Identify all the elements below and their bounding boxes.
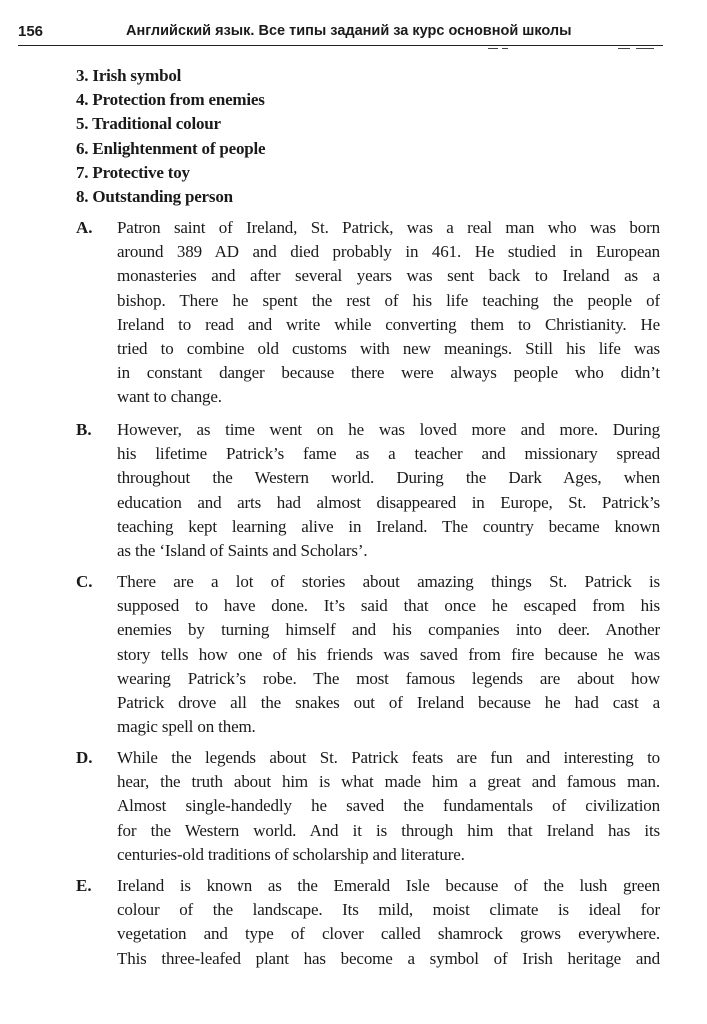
option-item: 6. Enlightenment of people bbox=[76, 138, 266, 158]
page-number: 156 bbox=[18, 23, 44, 40]
paragraph-letter: B. bbox=[76, 420, 92, 439]
text-line: Patrick drove all the snakes out of Ireland because he had cast a bbox=[117, 693, 660, 713]
text-line: hear, the truth about him is what made him a great and famous man. bbox=[117, 772, 660, 792]
header-rule-fragment bbox=[636, 48, 654, 49]
text-line: There are a lot of stories about amazing things St. Patrick is bbox=[117, 572, 660, 591]
paragraph-letter: A. bbox=[76, 218, 93, 237]
text-line: supposed to have done. It’s said that once he escaped from his bbox=[117, 596, 660, 616]
text-line: his lifetime Patrick’s fame as a teacher and missionary spread bbox=[117, 444, 660, 464]
paragraph-text bbox=[117, 216, 660, 410]
text-line: as the ‘Island of Saints and Scholars’. bbox=[117, 541, 368, 561]
text-line: throughout the Western world. During the Dark Ages, when bbox=[117, 468, 660, 488]
header-rule-fragment bbox=[488, 48, 498, 49]
text-line: enemies by turning himself and his companies into deer. Another bbox=[117, 620, 660, 640]
text-line: for the Western world. And it is through him that Ireland has its bbox=[117, 820, 660, 840]
option-item: 7. Protective toy bbox=[76, 162, 190, 182]
option-item: 3. Irish symbol bbox=[76, 66, 182, 85]
header-rule bbox=[18, 45, 663, 46]
text-line: vegetation and type of clover called shamrock grows everywhere. bbox=[117, 924, 660, 944]
text-line: This three-leafed plant has become a symbol of Irish heritage and bbox=[117, 948, 660, 968]
option-item: 8. Outstanding person bbox=[76, 187, 233, 207]
text-line: magic spell on them. bbox=[117, 717, 256, 737]
paragraph-letter: E. bbox=[76, 876, 92, 895]
text-line: bishop. There he spent the rest of his life teaching the people of bbox=[117, 290, 660, 310]
paragraph-letter: D. bbox=[76, 748, 93, 767]
text-line: wearing Patrick’s robe. The most famous legends are about how bbox=[117, 668, 660, 688]
text-line: Ireland to read and write while converting them to Christianity. He bbox=[117, 314, 660, 334]
running-title: Английский язык. Все типы заданий за курс основной школы bbox=[126, 23, 572, 39]
text-line: education and arts had almost disappeared in Europe, St. Patrick’s bbox=[117, 492, 660, 512]
text-line: around 389 AD and died probably in 461. He studied in European bbox=[117, 242, 660, 262]
text-line: While the legends about St. Patrick feats are fun and interesting to bbox=[117, 748, 660, 767]
options-list bbox=[76, 64, 265, 209]
text-line: Patron saint of Ireland, St. Patrick, was a real man who was born bbox=[117, 218, 660, 237]
text-line: teaching kept learning alive in Ireland. The country became known bbox=[117, 516, 660, 536]
text-line: story tells how one of his friends was saved from fire because he was bbox=[117, 644, 660, 664]
text-line: in constant danger because there were always people who didn’t bbox=[117, 363, 660, 383]
paragraph-text bbox=[117, 874, 660, 971]
header-rule-fragment bbox=[502, 48, 508, 49]
text-line: centuries-old traditions of scholarship and literature. bbox=[117, 844, 465, 864]
text-line: colour of the landscape. Its mild, moist climate is ideal for bbox=[117, 900, 660, 920]
paragraph-text bbox=[117, 570, 660, 739]
text-line: monasteries and after several years was sent back to Ireland as a bbox=[117, 266, 660, 286]
paragraph-text bbox=[117, 746, 660, 867]
page-header bbox=[18, 20, 663, 46]
text-line: Almost single-handedly he saved the fundamentals of civilization bbox=[117, 796, 660, 816]
text-line: want to change. bbox=[117, 387, 222, 407]
text-line: tried to combine old customs with new meanings. Still his life was bbox=[117, 339, 660, 359]
paragraph-letter: C. bbox=[76, 572, 93, 591]
text-line: However, as time went on he was loved more and more. During bbox=[117, 420, 660, 439]
header-rule-fragment bbox=[618, 48, 630, 49]
option-item: 4. Protection from enemies bbox=[76, 90, 265, 110]
text-line: Ireland is known as the Emerald Isle because of the lush green bbox=[117, 876, 660, 895]
paragraph-text bbox=[117, 418, 660, 563]
option-item: 5. Traditional colour bbox=[76, 114, 221, 134]
